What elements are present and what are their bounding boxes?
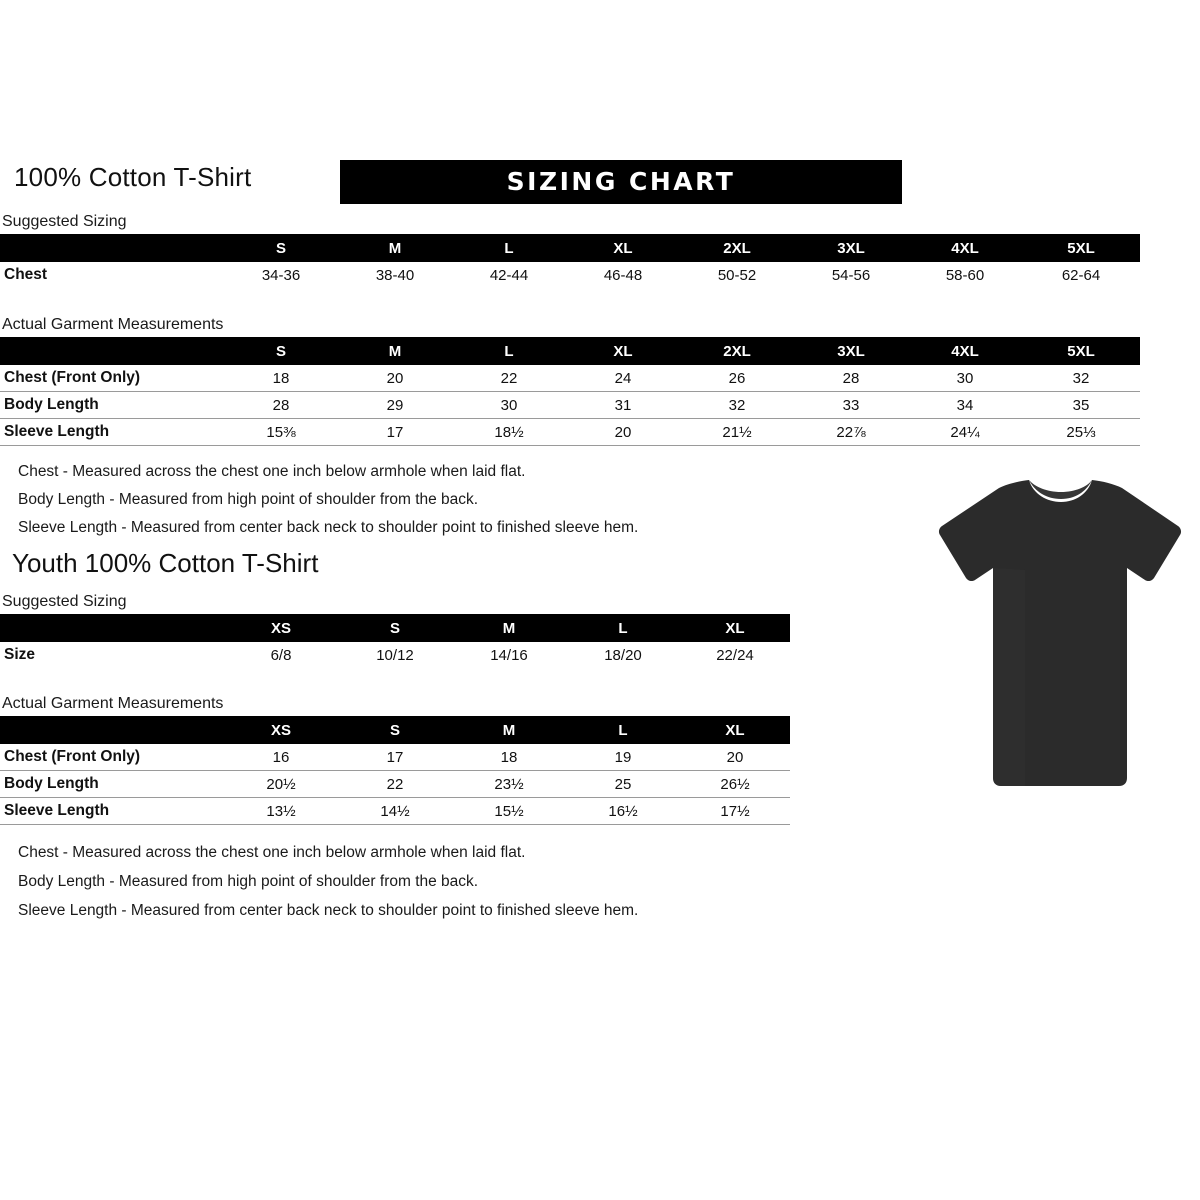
table-header-row bbox=[0, 614, 790, 642]
cell-chestfront-2xl: 26 bbox=[680, 365, 794, 392]
cell-size-l: 18/20 bbox=[604, 646, 642, 664]
col-head-xs: XS bbox=[224, 614, 338, 642]
cell-bodylength-xs: 20½ bbox=[224, 771, 338, 798]
youth-actual-measurements-label: Actual Garment Measurements bbox=[2, 695, 224, 712]
row-label-chest-front-only: Chest (Front Only) bbox=[0, 744, 224, 771]
col-head-rowlabel bbox=[0, 614, 224, 642]
col-head-rowlabel bbox=[0, 716, 224, 744]
cell-size-s: 10/12 bbox=[376, 646, 414, 664]
col-head-5xl: 5XL bbox=[1022, 234, 1140, 262]
cell-bodylength-5xl: 35 bbox=[1022, 392, 1140, 419]
cell-chestfront-m: 20 bbox=[338, 365, 452, 392]
col-head-xl: XL bbox=[680, 716, 790, 744]
col-head-4xl: 4XL bbox=[908, 234, 1022, 262]
cell-bodylength-xl: 26½ bbox=[680, 771, 790, 798]
cell-size-m: 14/16 bbox=[490, 646, 528, 664]
cell-bodylength-s: 22 bbox=[338, 771, 452, 798]
table-header-row bbox=[0, 234, 1140, 262]
col-head-3xl: 3XL bbox=[794, 234, 908, 262]
cell-sleeve-m: 15½ bbox=[452, 798, 566, 825]
col-head-xs: XS bbox=[224, 716, 338, 744]
col-head-m: M bbox=[338, 337, 452, 365]
col-head-rowlabel bbox=[0, 337, 224, 365]
col-head-2xl: 2XL bbox=[680, 337, 794, 365]
cell-chest-5xl: 62-64 bbox=[1061, 266, 1101, 284]
cell-bodylength-3xl: 33 bbox=[794, 392, 908, 419]
row-label-size: Size bbox=[4, 646, 36, 663]
cell-sleeve-m: 17 bbox=[338, 419, 452, 446]
row-label-sleeve-length: Sleeve Length bbox=[0, 419, 224, 446]
cell-size-xs: 6/8 bbox=[270, 646, 292, 664]
cell-bodylength-m: 23½ bbox=[452, 771, 566, 798]
cell-bodylength-2xl: 32 bbox=[680, 392, 794, 419]
cell-chestfront-xl: 24 bbox=[566, 365, 680, 392]
cell-sleeve-5xl: 25⅓ bbox=[1022, 419, 1140, 446]
table-row bbox=[0, 771, 790, 798]
tshirt-illustration bbox=[895, 478, 1185, 808]
row-label-chest-front-only: Chest (Front Only) bbox=[0, 365, 224, 392]
cell-chestfront-xl: 20 bbox=[680, 744, 790, 771]
col-head-xl: XL bbox=[566, 337, 680, 365]
col-head-m: M bbox=[338, 234, 452, 262]
col-head-2xl: 2XL bbox=[680, 234, 794, 262]
youth-note-chest: Chest - Measured across the chest one inch below armhole when laid flat. bbox=[18, 844, 526, 861]
cell-chest-3xl: 54-56 bbox=[831, 266, 871, 284]
sizing-chart-banner-label: SIZING CHART bbox=[506, 167, 736, 196]
table-row bbox=[0, 798, 790, 825]
col-head-m: M bbox=[452, 716, 566, 744]
table-row bbox=[0, 365, 1140, 392]
col-head-5xl: 5XL bbox=[1022, 337, 1140, 365]
table-header-row bbox=[0, 716, 790, 744]
cell-bodylength-l: 30 bbox=[452, 392, 566, 419]
table-header-row bbox=[0, 337, 1140, 365]
col-head-rowlabel bbox=[0, 234, 224, 262]
cell-chest-s: 34-36 bbox=[261, 266, 301, 284]
row-label-body-length: Body Length bbox=[0, 392, 224, 419]
table-row bbox=[0, 392, 1140, 419]
youth-suggested-sizing-table bbox=[0, 614, 790, 668]
adult-actual-measurements-table bbox=[0, 337, 1140, 446]
youth-note-sleeve-length: Sleeve Length - Measured from center back neck to shoulder point to finished sleeve hem. bbox=[18, 902, 639, 919]
table-row bbox=[0, 419, 1140, 446]
cell-chestfront-s: 17 bbox=[338, 744, 452, 771]
cell-sleeve-l: 16½ bbox=[566, 798, 680, 825]
col-head-s: S bbox=[338, 614, 452, 642]
table-row bbox=[0, 642, 790, 668]
cell-chestfront-3xl: 28 bbox=[794, 365, 908, 392]
row-label-body-length: Body Length bbox=[0, 771, 224, 798]
cell-sleeve-4xl: 24¼ bbox=[908, 419, 1022, 446]
cell-chest-l: 42-44 bbox=[489, 266, 529, 284]
col-head-3xl: 3XL bbox=[794, 337, 908, 365]
adult-suggested-sizing-label: Suggested Sizing bbox=[2, 213, 127, 230]
cell-chestfront-m: 18 bbox=[452, 744, 566, 771]
youth-suggested-sizing-label: Suggested Sizing bbox=[2, 593, 127, 610]
cell-bodylength-4xl: 34 bbox=[908, 392, 1022, 419]
cell-chestfront-l: 22 bbox=[452, 365, 566, 392]
adult-actual-measurements-label: Actual Garment Measurements bbox=[2, 316, 224, 333]
cell-sleeve-l: 18½ bbox=[452, 419, 566, 446]
cell-sleeve-xs: 13½ bbox=[224, 798, 338, 825]
adult-section-title: 100% Cotton T-Shirt bbox=[14, 162, 252, 192]
cell-bodylength-m: 29 bbox=[338, 392, 452, 419]
cell-bodylength-l: 25 bbox=[566, 771, 680, 798]
cell-size-xl: 22/24 bbox=[716, 646, 754, 664]
cell-chestfront-xs: 16 bbox=[224, 744, 338, 771]
cell-chestfront-4xl: 30 bbox=[908, 365, 1022, 392]
sizing-chart-banner bbox=[340, 160, 902, 204]
tshirt-icon bbox=[895, 478, 1185, 808]
cell-sleeve-3xl: 22⅞ bbox=[794, 419, 908, 446]
table-row bbox=[0, 262, 1140, 288]
col-head-l: L bbox=[452, 234, 566, 262]
cell-bodylength-xl: 31 bbox=[566, 392, 680, 419]
cell-chestfront-5xl: 32 bbox=[1022, 365, 1140, 392]
adult-note-chest: Chest - Measured across the chest one inch below armhole when laid flat. bbox=[18, 463, 526, 480]
col-head-xl: XL bbox=[680, 614, 790, 642]
cell-chestfront-s: 18 bbox=[224, 365, 338, 392]
cell-chest-4xl: 58-60 bbox=[945, 266, 985, 284]
cell-sleeve-xl: 20 bbox=[566, 419, 680, 446]
cell-sleeve-s: 15⅜ bbox=[224, 419, 338, 446]
col-head-l: L bbox=[566, 716, 680, 744]
col-head-m: M bbox=[452, 614, 566, 642]
col-head-4xl: 4XL bbox=[908, 337, 1022, 365]
adult-note-sleeve-length: Sleeve Length - Measured from center back neck to shoulder point to finished sleeve hem. bbox=[18, 519, 639, 536]
row-label-chest: Chest bbox=[4, 266, 48, 283]
youth-note-body-length: Body Length - Measured from high point of shoulder from the back. bbox=[18, 873, 479, 890]
cell-chest-2xl: 50-52 bbox=[717, 266, 757, 284]
cell-sleeve-s: 14½ bbox=[338, 798, 452, 825]
cell-bodylength-s: 28 bbox=[224, 392, 338, 419]
youth-actual-measurements-table bbox=[0, 716, 790, 825]
cell-chest-xl: 46-48 bbox=[603, 266, 643, 284]
adult-note-body-length: Body Length - Measured from high point of shoulder from the back. bbox=[18, 491, 479, 508]
cell-sleeve-xl: 17½ bbox=[680, 798, 790, 825]
cell-chestfront-l: 19 bbox=[566, 744, 680, 771]
youth-section-title: Youth 100% Cotton T-Shirt bbox=[12, 548, 319, 578]
cell-sleeve-2xl: 21½ bbox=[680, 419, 794, 446]
row-label-sleeve-length: Sleeve Length bbox=[0, 798, 224, 825]
col-head-s: S bbox=[224, 337, 338, 365]
col-head-l: L bbox=[452, 337, 566, 365]
cell-chest-m: 38-40 bbox=[375, 266, 415, 284]
col-head-l: L bbox=[566, 614, 680, 642]
adult-suggested-sizing-table bbox=[0, 234, 1140, 288]
col-head-xl: XL bbox=[566, 234, 680, 262]
col-head-s: S bbox=[338, 716, 452, 744]
col-head-s: S bbox=[224, 234, 338, 262]
table-row bbox=[0, 744, 790, 771]
